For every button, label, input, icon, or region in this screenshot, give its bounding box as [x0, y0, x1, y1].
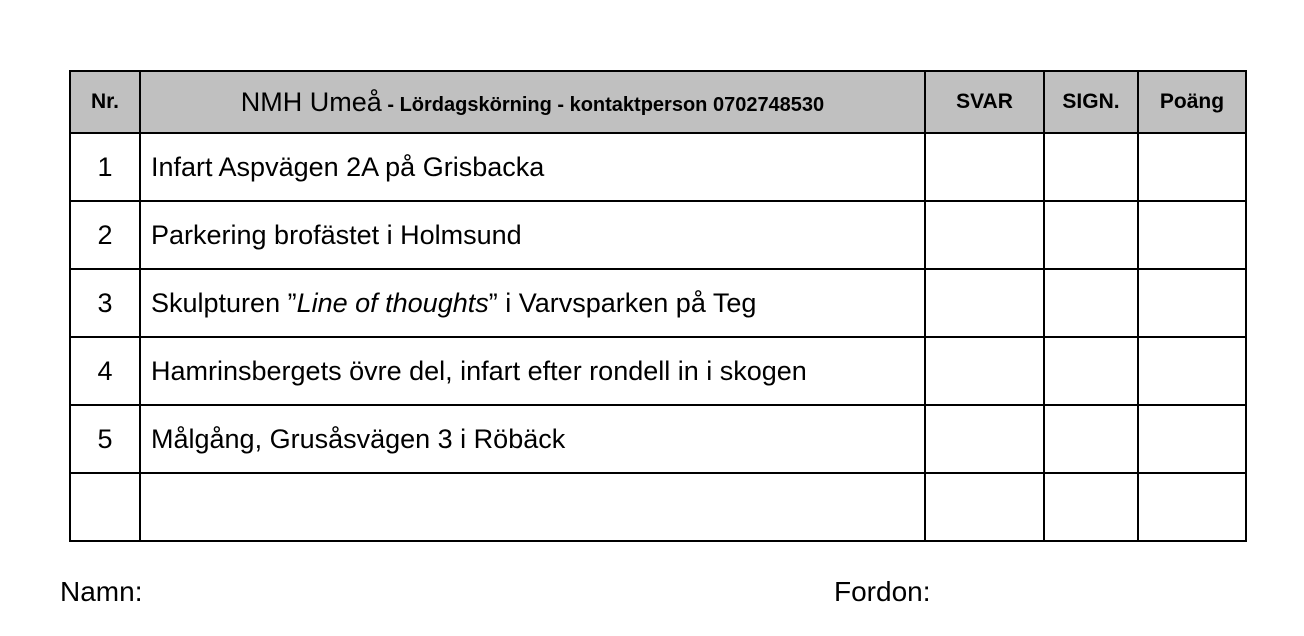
header-nr: Nr.: [70, 71, 140, 133]
answer-cell[interactable]: [925, 473, 1044, 541]
row-location: Målgång, Grusåsvägen 3 i Röbäck: [140, 405, 925, 473]
points-cell[interactable]: [1138, 269, 1246, 337]
sculpture-title: Line of thoughts: [296, 287, 489, 318]
row-location: Parkering brofästet i Holmsund: [140, 201, 925, 269]
location-text-before: Skulpturen ”: [151, 287, 297, 318]
row-location: Infart Aspvägen 2A på Grisbacka: [140, 133, 925, 201]
row-number: 4: [70, 337, 140, 405]
signature-cell[interactable]: [1044, 133, 1138, 201]
answer-cell[interactable]: [925, 133, 1044, 201]
route-table: [69, 70, 1247, 542]
signature-cell[interactable]: [1044, 473, 1138, 541]
signature-cell[interactable]: [1044, 405, 1138, 473]
answer-cell[interactable]: [925, 201, 1044, 269]
header-row: [70, 71, 1246, 133]
points-cell[interactable]: [1138, 133, 1246, 201]
header-title: [140, 71, 925, 133]
title-main: NMH Umeå: [240, 86, 382, 117]
signature-cell[interactable]: [1044, 201, 1138, 269]
answer-cell[interactable]: [925, 269, 1044, 337]
points-cell[interactable]: [1138, 201, 1246, 269]
table-row: [70, 473, 1246, 541]
row-number: 1: [70, 133, 140, 201]
name-label: Namn:: [60, 576, 143, 607]
row-location: [140, 473, 925, 541]
header-sign: SIGN.: [1044, 71, 1138, 133]
vehicle-label: Fordon:: [834, 576, 931, 607]
header-poang: Poäng: [1138, 71, 1246, 133]
table-row: [70, 133, 1246, 201]
row-location: Hamrinsbergets övre del, infart efter rondell in i skogen: [140, 337, 925, 405]
signature-cell[interactable]: [1044, 269, 1138, 337]
location-text-after: ” i Varvsparken på Teg: [488, 287, 757, 318]
points-cell[interactable]: [1138, 473, 1246, 541]
row-number: [70, 473, 140, 541]
row-number: 5: [70, 405, 140, 473]
title-sub: - Lördagskörning - kontaktperson 0702748530: [381, 93, 825, 116]
table-row: [70, 337, 1246, 405]
table-row: [70, 269, 1246, 337]
answer-cell[interactable]: [925, 405, 1044, 473]
points-cell[interactable]: [1138, 405, 1246, 473]
table-row: [70, 201, 1246, 269]
row-number: 2: [70, 201, 140, 269]
row-number: 3: [70, 269, 140, 337]
table-row: [70, 405, 1246, 473]
header-svar: SVAR: [925, 71, 1044, 133]
answer-cell[interactable]: [925, 337, 1044, 405]
points-cell[interactable]: [1138, 337, 1246, 405]
row-location: [140, 269, 925, 337]
signature-cell[interactable]: [1044, 337, 1138, 405]
